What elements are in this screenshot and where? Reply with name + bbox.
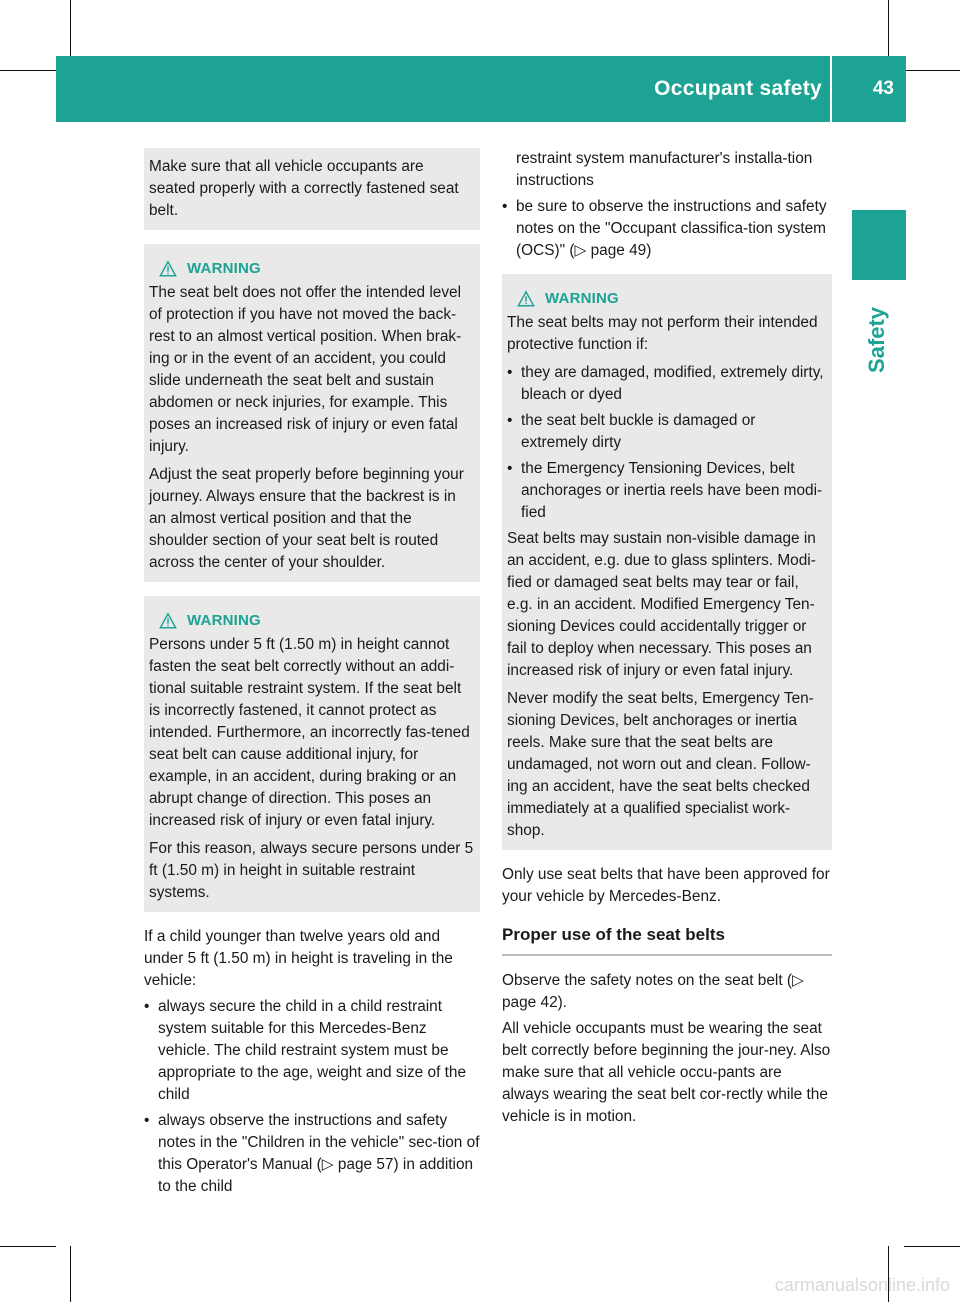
warning-bullet-list [507, 362, 826, 524]
section-heading: Proper use of the seat belts [502, 924, 832, 956]
warning-triangle-icon [159, 260, 177, 278]
crop-mark [0, 1246, 56, 1247]
warning-paragraph: Never modify the seat belts, Emergency Ten-sioning Devices, belt anchorages or inertia reels. Make sure that the seat belts are undamaged, not worn out and clean. Follow-ing an accident, have the seat belts checked immediately at a qualified specialist work-shop. [507, 690, 814, 839]
warning-box-1 [144, 244, 480, 582]
bullet-icon: • [507, 364, 513, 381]
warning-label: WARNING [187, 260, 261, 277]
warning-header [517, 288, 826, 310]
warning-box-3 [502, 274, 832, 850]
list-item-text: be sure to observe the instructions and safety notes on the "Occupant classifica-tion system (OCS)" (▷ page 49) [516, 198, 827, 259]
warning-header [159, 610, 474, 632]
list-item-text: the Emergency Tensioning Devices, belt anchorages or inertia reels have been modi-fied [521, 460, 823, 521]
list-item-text: always observe the instructions and safety notes in the "Children in the vehicle" sec-tion of this Operator's Manual (▷ page 57) in addition to the child [158, 1112, 480, 1195]
list-item [507, 410, 826, 454]
warning-paragraph: The seat belt does not offer the intended level of protection if you have not moved the back-rest to an almost vertical position. When brak-ing or in the event of an accident, you could slide underneath the seat belt and sustain abdomen or neck injuries, for example. This poses an increased risk of injury or even fatal injury. [149, 284, 462, 455]
crop-mark [70, 0, 71, 56]
bullet-list [144, 996, 480, 1198]
crop-mark [904, 1246, 960, 1247]
warning-box-2 [144, 596, 480, 912]
list-item [502, 196, 832, 262]
bullet-icon: • [144, 1112, 150, 1129]
section-label-text: Safety [864, 306, 889, 374]
watermark: carmanualsonline.info [774, 1275, 950, 1295]
bullet-list-continued [502, 148, 832, 262]
warning-paragraph: Persons under 5 ft (1.50 m) in height cannot fasten the seat belt correctly without an addi-tional suitable restraint system. If the seat belt is incorrectly fastened, it cannot protect as intended. Furthermore, an incorrectly fas-tened seat belt can cause additional injury, for example, in an accident, during braking or an abrupt change of direction. This poses an increased risk of injury or even fatal injury. [149, 636, 470, 829]
bullet-icon: • [502, 198, 508, 215]
approved-paragraph: Only use seat belts that have been approved for your vehicle by Mercedes-Benz. [502, 866, 830, 905]
body-paragraph: All vehicle occupants must be wearing the seat belt correctly before beginning the jour-ney. Also make sure that all vehicle occu-pants are always wearing the seat belt cor-rectly while the vehicle is in motion. [502, 1020, 831, 1125]
warning-paragraph: For this reason, always secure persons under 5 ft (1.50 m) in height in suitable restraint systems. [149, 840, 474, 901]
bullet-icon: • [507, 412, 513, 429]
warning-triangle-icon [517, 290, 535, 308]
warning-label: WARNING [187, 612, 261, 629]
note-box [144, 148, 480, 230]
body-paragraph: Observe the safety notes on the seat belt (▷ page 42). [502, 972, 804, 1011]
warning-paragraph: The seat belts may not perform their intended protective function if: [507, 314, 818, 353]
warning-paragraph: Adjust the seat properly before beginning your journey. Always ensure that the backrest is in an almost vertical position and that the shoulder section of your seat belt is routed across the center of your shoulder. [149, 466, 464, 571]
header-divider [830, 56, 832, 122]
crop-mark [0, 70, 56, 71]
warning-paragraph: Seat belts may sustain non-visible damage in an accident, e.g. due to glass splinters. Modi-fied or damaged seat belts may tear or fail, e.g. in an accident. Modified Emergency Ten-sioning Devices could accidentally trigger or fail to deploy when necessary. This poses an increased risk of injury or even fatal injury. [507, 530, 816, 679]
list-item [502, 148, 832, 192]
note-text: Make sure that all vehicle occupants are seated properly with a correctly fastened seat belt. [149, 158, 459, 219]
list-item-text: restraint system manufacturer's installa-tion instructions [516, 150, 813, 189]
header-bar [56, 56, 906, 122]
list-item-text: they are damaged, modified, extremely dirty, bleach or dyed [521, 364, 824, 403]
page-title: Occupant safety [654, 77, 822, 100]
crop-mark [888, 0, 889, 56]
left-column [144, 148, 480, 1202]
list-item [144, 1110, 480, 1198]
bullet-icon: • [507, 460, 513, 477]
warning-header [159, 258, 474, 280]
list-item [144, 996, 480, 1106]
warning-triangle-icon [159, 612, 177, 630]
list-item [507, 458, 826, 524]
list-item-text: the seat belt buckle is damaged or extremely dirty [521, 412, 756, 451]
right-column [502, 148, 832, 1132]
warning-label: WARNING [545, 290, 619, 307]
crop-mark [70, 1246, 71, 1302]
list-item [507, 362, 826, 406]
list-item-text: always secure the child in a child restraint system suitable for this Mercedes-Benz vehicle. The child restraint system must be appropriate to the age, weight and size of the child [158, 998, 467, 1103]
bullet-icon: • [144, 998, 150, 1015]
intro-paragraph: If a child younger than twelve years old and under 5 ft (1.50 m) in height is traveling in the vehicle: [144, 928, 453, 989]
page-number: 43 [872, 78, 894, 99]
crop-mark [904, 70, 960, 71]
section-tab [852, 210, 906, 280]
